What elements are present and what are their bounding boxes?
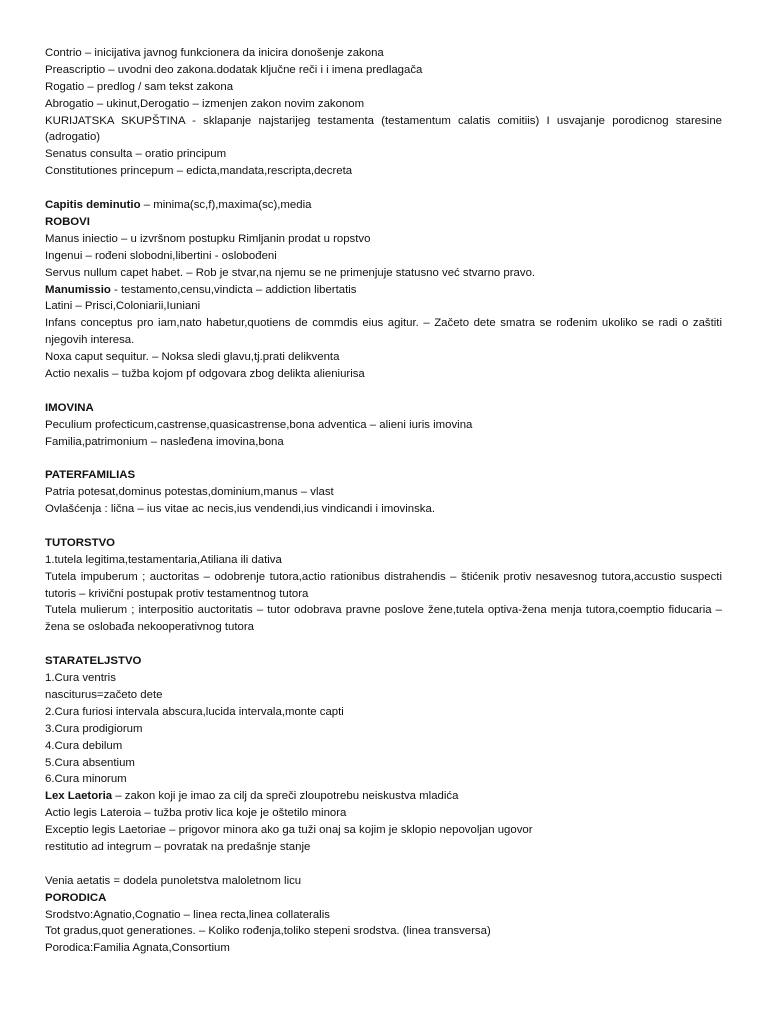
text-line: Actio nexalis – tužba kojom pf odgovara zbog delikta alieniurisa xyxy=(45,367,365,380)
term-bold: Manumissio xyxy=(45,283,111,296)
text-line: Venia aetatis = dodela punoletstva maloletnom licu xyxy=(45,874,302,887)
text-line: 1.tutela legitima,testamentaria,Atiliana ili dativa xyxy=(45,553,282,566)
text-line: 3.Cura prodigiorum xyxy=(45,722,143,735)
text-line: Latini – Prisci,Coloniarii,Iuniani xyxy=(45,300,201,313)
spacer xyxy=(45,518,722,535)
text-line: Senatus consulta – oratio principum xyxy=(45,148,227,161)
text-line xyxy=(45,197,722,214)
text-line: Contrio – inicijativa javnog funkcionera da inicira donošenje zakona xyxy=(45,47,384,59)
text-line: Servus nullum capet habet. – Rob je stvar,na njemu se ne primenjuje statusno već stvarno pravo. xyxy=(45,266,536,279)
term-definition: – zakon koji je imao za cilj da spreči zloupotrebu neiskustva mladića xyxy=(112,790,459,803)
text-line: Familia,patrimonium – nasleđena imovina,bona xyxy=(45,435,284,448)
text-paragraph: Tutela impuberum ; auctoritas – odobrenje tutora,actio rationibus distrahendis – štićenik protiv nesavesnog tutora,accustio suspecti tutoris – krivični postupak protiv testamentnog tutora xyxy=(45,570,722,600)
text-paragraph: Tutela mulierum ; interpositio auctoritatis – tutor odobrava pravne poslove žene,tutela optiva-žena menja tutora,coemptio fiducaria – žena se oslobađa nekooperativnog tutora xyxy=(45,604,722,634)
text-line: 1.Cura ventris xyxy=(45,672,116,685)
section-heading: STARATELJSTVO xyxy=(45,655,142,668)
text-line: Abrogatio – ukinut,Derogatio – izmenjen zakon novim zakonom xyxy=(45,97,365,110)
spacer xyxy=(45,383,722,400)
section-heading: ROBOVI xyxy=(45,215,90,228)
text-line: nasciturus=začeto dete xyxy=(45,688,163,701)
section-heading: IMOVINA xyxy=(45,401,94,414)
text-line: Constitutiones princepum – edicta,mandata,rescripta,decreta xyxy=(45,165,353,178)
text-line: 2.Cura furiosi intervala abscura,lucida intervala,monte capti xyxy=(45,705,344,718)
text-line: Tot gradus,quot generationes. – Koliko rođenja,toliko stepeni srodstva. (linea transversa) xyxy=(45,925,491,938)
section-heading: TUTORSTVO xyxy=(45,536,116,549)
text-line: Ovlašćenja : lična – ius vitae ac necis,ius vendendi,ius vindicandi i imovinska. xyxy=(45,503,436,516)
text-line: Preascriptio – uvodni deo zakona.dodatak ključne reči i i imena predlagača xyxy=(45,63,423,76)
term-definition: - testamento,censu,vindicta – addiction libertatis xyxy=(110,283,357,296)
text-line: Ingenui – rođeni slobodni,libertini - oslobođeni xyxy=(45,249,277,262)
term-definition: – minima(sc,f),maxima(sc),media xyxy=(140,199,312,212)
term-bold: Lex Laetoria xyxy=(45,790,113,803)
text-line: Exceptio legis Laetoriae – prigovor minora ako ga tuži onaj sa kojim je sklopio nepovoljan ugovor xyxy=(45,824,533,837)
text-line: Manus iniectio – u izvršnom postupku Rimljanin prodat u ropstvo xyxy=(45,232,371,245)
text-paragraph: KURIJATSKA SKUPŠTINA - sklapanje najstarijeg testamenta (testamentum calatis comitiis) I usvajanje porodicnog staresine (adrogatio) xyxy=(45,114,722,144)
document-page xyxy=(45,45,722,957)
text-line xyxy=(45,282,722,299)
text-line: Srodstvo:Agnatio,Cognatio – linea recta,linea collateralis xyxy=(45,908,330,921)
spacer xyxy=(45,856,722,873)
text-line: 5.Cura absentium xyxy=(45,756,135,769)
section-heading: PATERFAMILIAS xyxy=(45,469,136,482)
spacer xyxy=(45,180,722,197)
text-line xyxy=(45,788,722,805)
spacer xyxy=(45,450,722,467)
text-line: Porodica:Familia Agnata,Consortium xyxy=(45,942,230,955)
text-line: Patria potesat,dominus potestas,dominium,manus – vlast xyxy=(45,486,334,499)
text-line: 6.Cura minorum xyxy=(45,773,127,786)
section-heading: PORODICA xyxy=(45,891,107,904)
text-line: restitutio ad integrum – povratak na predašnje stanje xyxy=(45,840,311,853)
text-line: Noxa caput sequitur. – Noksa sledi glavu,tj.prati delikventa xyxy=(45,351,340,364)
text-line: Actio legis Lateroia – tužba protiv lica koje je oštetilo minora xyxy=(45,807,347,820)
spacer xyxy=(45,636,722,653)
text-line: Rogatio – predlog / sam tekst zakona xyxy=(45,80,234,93)
text-line: Peculium profecticum,castrense,quasicastrense,bona adventica – alieni iuris imovina xyxy=(45,418,473,431)
term-bold: Capitis deminutio xyxy=(45,199,141,212)
text-line: 4.Cura debilum xyxy=(45,739,123,752)
text-paragraph: Infans conceptus pro iam,nato habetur,quotiens de commdis eius agitur. – Začeto dete smatra se rođenim ukoliko se radi o zaštiti njegovih interesa. xyxy=(45,317,722,347)
